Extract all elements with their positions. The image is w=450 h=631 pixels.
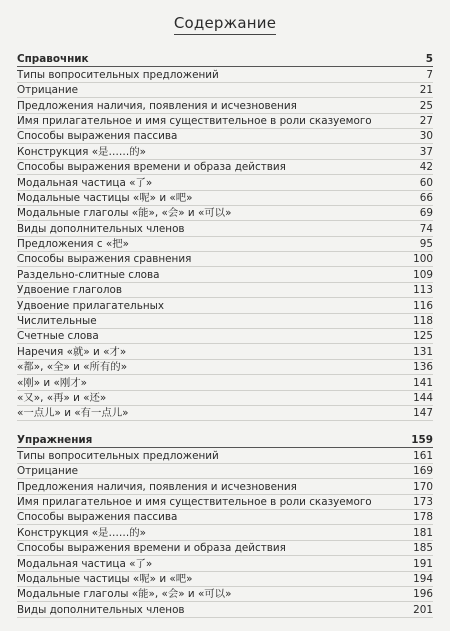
toc-entry[interactable]: [17, 175, 433, 190]
toc-entry-label: Модальная частица «了»: [17, 557, 153, 570]
toc-entry-label: Предложения с «把»: [17, 238, 129, 251]
toc-entry[interactable]: [17, 83, 433, 98]
toc-entry-label: Имя прилагательное и имя существительное в роли сказуемого: [17, 114, 372, 127]
page-title-text: Содержание: [174, 14, 276, 35]
toc-entry-label: Предложения наличия, появления и исчезновения: [17, 480, 297, 493]
toc-entry-page-number: 21: [419, 84, 433, 97]
toc-entry[interactable]: [17, 329, 433, 344]
toc-entry-label: Модальные глаголы «能», «会» и «可以»: [17, 588, 232, 601]
toc-entry-page-number: 60: [419, 176, 433, 189]
toc-entry-label: Наречия «就» и «才»: [17, 345, 127, 358]
toc-entry[interactable]: [17, 298, 433, 313]
toc-entry-label: Модальные частицы «呢» и «吧»: [17, 572, 193, 585]
toc-entry-page-number: 191: [413, 557, 433, 570]
toc-section-heading[interactable]: [17, 52, 433, 67]
toc-entry-page-number: 116: [413, 299, 433, 312]
page-title: [0, 14, 450, 35]
toc-entry[interactable]: [17, 602, 433, 617]
toc-entry-label: «一点儿» и «有一点儿»: [17, 407, 129, 420]
toc-entry-page-number: 161: [413, 449, 433, 462]
toc-entry-page-number: 147: [413, 407, 433, 420]
toc-entry-label: Отрицание: [17, 84, 78, 97]
toc-entry-page-number: 69: [419, 207, 433, 220]
toc-entry[interactable]: [17, 464, 433, 479]
toc-entry-page-number: 185: [413, 542, 433, 555]
toc-entry-page-number: 159: [411, 434, 433, 447]
toc-entry-page-number: 136: [413, 361, 433, 374]
toc-entry-label: Типы вопросительных предложений: [17, 68, 219, 81]
toc-entry[interactable]: [17, 114, 433, 129]
toc-section-reference: [17, 52, 433, 421]
toc-entry[interactable]: [17, 221, 433, 236]
toc-entry[interactable]: [17, 314, 433, 329]
toc-entry-label: «都», «全» и «所有的»: [17, 361, 128, 374]
toc-entry-label: Упражнения: [17, 434, 93, 447]
toc-entry-label: Виды дополнительных членов: [17, 222, 185, 235]
toc-entry[interactable]: [17, 375, 433, 390]
toc-entry[interactable]: [17, 67, 433, 82]
toc-entry-label: Имя прилагательное и имя существительное в роли сказуемого: [17, 495, 372, 508]
toc-entry-label: Счетные слова: [17, 330, 99, 343]
toc-entry-label: Способы выражения времени и образа действия: [17, 542, 286, 555]
toc-entry[interactable]: [17, 98, 433, 113]
toc-entry[interactable]: [17, 406, 433, 421]
toc-entry-page-number: 74: [419, 222, 433, 235]
toc-entry-label: Числительные: [17, 315, 97, 328]
toc-entry-page-number: 100: [413, 253, 433, 266]
toc-entry[interactable]: [17, 479, 433, 494]
toc-entry-label: Удвоение глаголов: [17, 284, 123, 297]
toc-entry-label: Типы вопросительных предложений: [17, 449, 219, 462]
toc-entry-label: Виды дополнительных членов: [17, 603, 185, 616]
toc-entry-page-number: 144: [413, 391, 433, 404]
toc-entry-page-number: 95: [419, 238, 433, 251]
toc-entry-page-number: 42: [419, 161, 433, 174]
toc-entry[interactable]: [17, 541, 433, 556]
toc-entry[interactable]: [17, 360, 433, 375]
toc-entry[interactable]: [17, 206, 433, 221]
toc-entry-label: Конструкция «是……的»: [17, 526, 146, 539]
toc-entry-page-number: 27: [419, 114, 433, 127]
toc-entry-label: Предложения наличия, появления и исчезновения: [17, 99, 297, 112]
toc-entry-page-number: 141: [413, 376, 433, 389]
toc-entry[interactable]: [17, 160, 433, 175]
toc-entry-page-number: 109: [413, 268, 433, 281]
toc-entry[interactable]: [17, 129, 433, 144]
toc-entry-label: Модальные частицы «呢» и «吧»: [17, 191, 193, 204]
toc-entry[interactable]: [17, 587, 433, 602]
toc-entry-page-number: 113: [413, 284, 433, 297]
toc-entry-label: Раздельно-слитные слова: [17, 268, 160, 281]
toc-entry[interactable]: [17, 237, 433, 252]
toc-entry[interactable]: [17, 191, 433, 206]
toc-entry[interactable]: [17, 510, 433, 525]
toc-entry[interactable]: [17, 144, 433, 159]
toc-entry-page-number: 66: [419, 191, 433, 204]
toc-entry-page-number: 125: [413, 330, 433, 343]
toc-entry-label: Способы выражения сравнения: [17, 253, 192, 266]
toc-entry-label: Отрицание: [17, 465, 78, 478]
toc-entry-page-number: 196: [413, 588, 433, 601]
toc-entry[interactable]: [17, 448, 433, 463]
toc-section-exercises: [17, 433, 433, 618]
toc-entry-page-number: 25: [419, 99, 433, 112]
toc-entry-label: Справочник: [17, 53, 89, 66]
toc-entry-page-number: 178: [413, 511, 433, 524]
toc-entry[interactable]: [17, 572, 433, 587]
toc-entry-page-number: 194: [413, 572, 433, 585]
toc-entry-label: Модальные глаголы «能», «会» и «可以»: [17, 207, 232, 220]
toc-entry[interactable]: [17, 283, 433, 298]
toc-entry-page-number: 173: [413, 495, 433, 508]
toc-entry[interactable]: [17, 267, 433, 282]
toc-entry-label: Способы выражения пассива: [17, 511, 178, 524]
toc-section-heading[interactable]: [17, 433, 433, 448]
toc-entry[interactable]: [17, 344, 433, 359]
toc-entry-page-number: 30: [419, 130, 433, 143]
toc-entry-page-number: 170: [413, 480, 433, 493]
toc-entry-label: Модальная частица «了»: [17, 176, 153, 189]
toc-entry-page-number: 37: [419, 145, 433, 158]
toc-entry-label: Способы выражения времени и образа действия: [17, 161, 286, 174]
toc-entry-label: «刚» и «刚才»: [17, 376, 87, 389]
toc-entry[interactable]: [17, 252, 433, 267]
toc-entry-label: Способы выражения пассива: [17, 130, 178, 143]
toc-entry-label: Конструкция «是……的»: [17, 145, 146, 158]
toc-entry-page-number: 131: [413, 345, 433, 358]
toc-entry-label: Удвоение прилагательных: [17, 299, 164, 312]
toc-entry[interactable]: [17, 525, 433, 540]
toc-entry-page-number: 201: [413, 603, 433, 616]
toc-entry-page-number: 7: [426, 68, 433, 81]
toc-entry-page-number: 181: [413, 526, 433, 539]
toc-entry-page-number: 118: [413, 315, 433, 328]
toc-entry[interactable]: [17, 391, 433, 406]
toc-entry-label: «又», «再» и «还»: [17, 391, 107, 404]
toc-entry[interactable]: [17, 495, 433, 510]
toc-entry[interactable]: [17, 556, 433, 571]
toc-entry-page-number: 169: [413, 465, 433, 478]
toc-entry-page-number: 5: [425, 53, 433, 66]
